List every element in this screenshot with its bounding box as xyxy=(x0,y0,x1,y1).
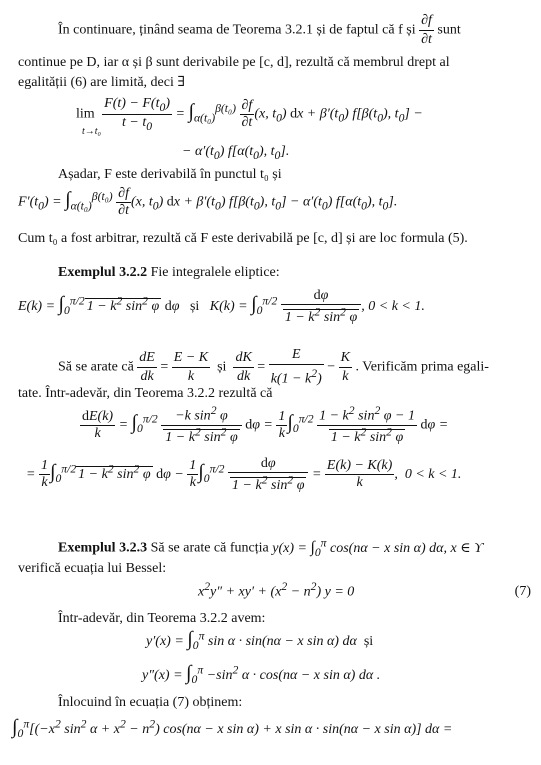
para-3: Cum t₀ a fost arbitrar, rezultă că F este derivabilă pe [c, d] și are loc formula (5). xyxy=(18,231,468,246)
para-7: Înlocuind în ecuația (7) obținem: xyxy=(58,695,243,710)
para-1-line-1: În continuare, ținând seama de Teorema 3.2.1 și de faptul că f și $\frac{\partial f}{\partial t}$ sunt xyxy=(58,13,461,47)
limit-equation-line-2: − $\alpha'(t_0)$ $f[\alpha(t_0)$, $t_0$]. xyxy=(182,144,290,162)
para-4-line-2: tate. Într-adevăr, din Teorema 3.2.2 rezultă că xyxy=(18,386,273,401)
proof-equation-line-1: $\frac{dE(k)}{k}$ = $\int_0^{\pi/2}$ $\frac{-k \sin^2 \varphi}{1 - k^2 \sin^2 \varphi}$ dφ = $\frac{1}{k}$ $\int_0^{\pi/2}$ $\frac{1 - k^2 \sin^2 \varphi - 1}{1 - k^2 \sin^2 \varphi}$ dφ = xyxy=(82,404,449,446)
para-2: Așadar, F este derivabilă în punctul t₀ și xyxy=(58,167,282,182)
elliptic-integrals: $E(k) = \int_0^{\pi/2}$ $1 - k^2$ $\sin^2 \varphi$ dφ și $K(k) = \int_0^{\pi/2}$ $\frac{d\varphi}{1 - k^2 \sin^2 \varphi}$ , 0 < k < 1. xyxy=(18,288,425,325)
example-3-2-3-heading: Exemplul 3.2.3 Să se arate că funcția $y(x) = \int_0^\pi$ cos(nα − x sin α) dα, x ∈ ϒ xyxy=(58,536,484,559)
first-derivative: $y'(x) = \int_0^\pi$ sin α · sin(nα − x sin α) dα și xyxy=(146,628,374,652)
bessel-equation: $x^2y'' + xy' + (x^2 - n^2) y = 0$ xyxy=(198,580,355,600)
para-5: verifică ecuația lui Bessel: xyxy=(18,561,167,576)
example-3-2-2-heading: Exemplul 3.2.2 Fie integralele eliptice: xyxy=(58,265,280,280)
para-1-line-3: egalității (6) are limită, deci ∃ xyxy=(18,75,185,90)
second-derivative: $y''(x) = \int_0^\pi -\sin^2$ α · cos(nα − x sin α) dα . xyxy=(142,662,381,686)
limit-equation-line-1: lim $\frac{F(t) - F(t_0)}{t - t_0}$ = $\int_{\alpha(t_0)}^{\beta(t_0)}$ $\frac{\partial f}{\partial t}$ (x, $t_0$) dx + $\beta'(t_0)$ $f[\beta(t_0)$, $t_0$] − xyxy=(76,96,423,133)
para-4-line-1: Să se arate că $\frac{dE}{dk}$ = $\frac{E - K}{k}$ și $\frac{dK}{dk}$ = $\frac{E}{k(1 - k^2)}$ − $\frac{K}{k}$ . Verificăm prima egali- xyxy=(58,347,489,387)
para-6: Într-adevăr, din Teorema 3.2.2 avem: xyxy=(58,611,266,626)
limit-subscript: t→t₀ xyxy=(82,126,102,137)
substitution-equation: $\int_0^\pi[(-x^2$ $\sin^2 \alpha + x^2 - n^2$) cos(nα − x sin α) + x sin α · sin(nα − x sin α)] dα = xyxy=(12,716,453,740)
proof-equation-line-2: = $\frac{1}{k}$ $\int_0^{\pi/2}$ $1 - k^2$ $\sin^2 \varphi$ dφ − $\frac{1}{k}$ $\int_0^{\pi/2}$ $\frac{d\varphi}{1 - k^2 \sin^2 \varphi}$ = $\frac{E(k) - K(k)}{k}$ , 0 < k < 1. xyxy=(26,456,462,493)
derivative-formula: $F'(t_0) = \int_{\alpha(t_0)}^{\beta(t_0)}$ $\frac{\partial f}{\partial t}$ (x, $t_0$) dx + $\beta'(t_0)$ $f[\beta(t_0)$, $t_0] - \alpha'(t_0)$ $f[\alpha(t_0)$, $t_0$]. xyxy=(18,186,398,218)
equation-number-7: (7) xyxy=(514,584,531,599)
partial-derivative-f-t: $\frac{\partial f}{\partial t}$ xyxy=(421,13,432,47)
para-1-line-2: continue pe D, iar α și β sunt derivabile pe [c, d], rezultă că membrul drept al xyxy=(18,55,450,70)
